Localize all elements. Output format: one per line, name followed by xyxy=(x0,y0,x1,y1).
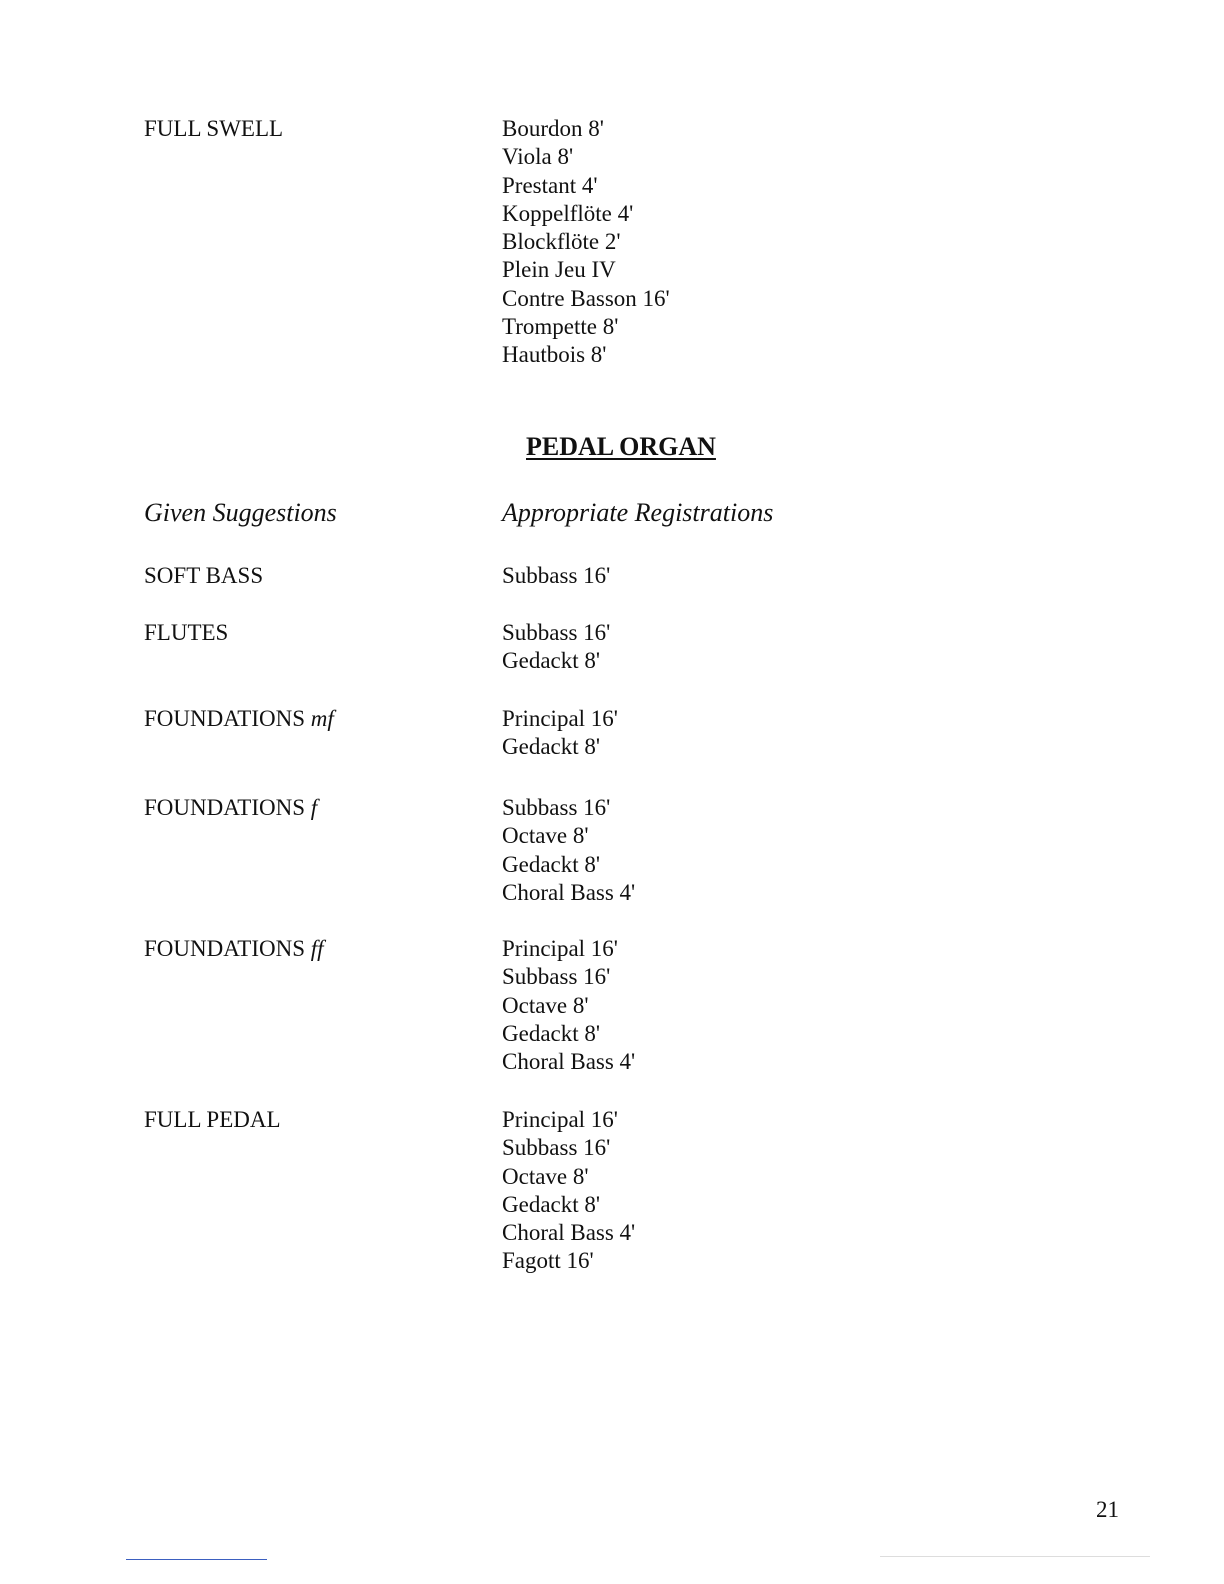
registration-list xyxy=(502,562,610,590)
full-swell-stop-list xyxy=(502,115,670,370)
section-heading-pedal-organ: PEDAL ORGAN xyxy=(526,432,716,461)
stop-item: Octave 8' xyxy=(502,992,589,1018)
stop-item: Contre Basson 16' xyxy=(502,285,670,311)
stop-item: Subbass 16' xyxy=(502,795,611,820)
suggestion-text: FULL PEDAL xyxy=(144,1107,281,1132)
stop-item: Prestant 4' xyxy=(502,172,598,198)
dynamic-marking: f xyxy=(310,795,318,820)
page-number: 21 xyxy=(1096,1497,1119,1522)
suggestion-text: SOFT BASS xyxy=(144,563,264,588)
suggestion-text: FOUNDATIONS xyxy=(144,706,311,731)
suggestion-label xyxy=(144,1106,281,1134)
stop-item: Bourdon 8' xyxy=(502,116,604,141)
registration-list xyxy=(502,705,618,762)
stop-item: Viola 8' xyxy=(502,144,574,170)
dynamic-marking: ff xyxy=(310,936,324,961)
suggestion-label xyxy=(144,935,324,963)
stop-item: Gedackt 8' xyxy=(502,851,601,877)
column-header-appropriate-registrations: Appropriate Registrations xyxy=(502,498,774,527)
stop-item: Principal 16' xyxy=(502,706,618,731)
stop-item: Trompette 8' xyxy=(502,314,619,340)
full-swell-label: FULL SWELL xyxy=(144,116,284,141)
stop-item: Plein Jeu IV xyxy=(502,257,616,283)
suggestion-text: FOUNDATIONS xyxy=(144,936,311,961)
bottom-right-rule xyxy=(880,1556,1150,1557)
stop-item: Subbass 16' xyxy=(502,1135,611,1161)
stop-item: Choral Bass 4' xyxy=(502,1220,636,1246)
stop-item: Octave 8' xyxy=(502,1163,589,1189)
bottom-left-rule xyxy=(126,1559,267,1560)
stop-item: Principal 16' xyxy=(502,936,618,961)
stop-item: Choral Bass 4' xyxy=(502,1049,636,1075)
suggestion-label xyxy=(144,794,317,822)
stop-item: Subbass 16' xyxy=(502,620,611,645)
stop-item: Choral Bass 4' xyxy=(502,879,636,905)
registration-list xyxy=(502,935,635,1076)
stop-item: Gedackt 8' xyxy=(502,1191,601,1217)
dynamic-marking: mf xyxy=(310,706,334,731)
registration-list xyxy=(502,1106,635,1276)
suggestion-label xyxy=(144,705,334,733)
stop-item: Subbass 16' xyxy=(502,964,611,990)
stop-item: Gedackt 8' xyxy=(502,1020,601,1046)
registration-list xyxy=(502,619,610,676)
stop-item: Blockflöte 2' xyxy=(502,229,621,255)
suggestion-text: FLUTES xyxy=(144,620,229,645)
column-header-given-suggestions: Given Suggestions xyxy=(144,498,337,527)
stop-item: Subbass 16' xyxy=(502,563,611,588)
registration-list xyxy=(502,794,635,907)
suggestion-text: FOUNDATIONS xyxy=(144,795,311,820)
suggestion-label xyxy=(144,619,228,647)
stop-item: Gedackt 8' xyxy=(502,648,601,674)
stop-item: Octave 8' xyxy=(502,823,589,849)
stop-item: Principal 16' xyxy=(502,1107,618,1132)
stop-item: Gedackt 8' xyxy=(502,734,601,760)
stop-item: Fagott 16' xyxy=(502,1248,594,1274)
stop-item: Hautbois 8' xyxy=(502,342,607,368)
suggestion-label xyxy=(144,562,263,590)
stop-item: Koppelflöte 4' xyxy=(502,200,634,226)
